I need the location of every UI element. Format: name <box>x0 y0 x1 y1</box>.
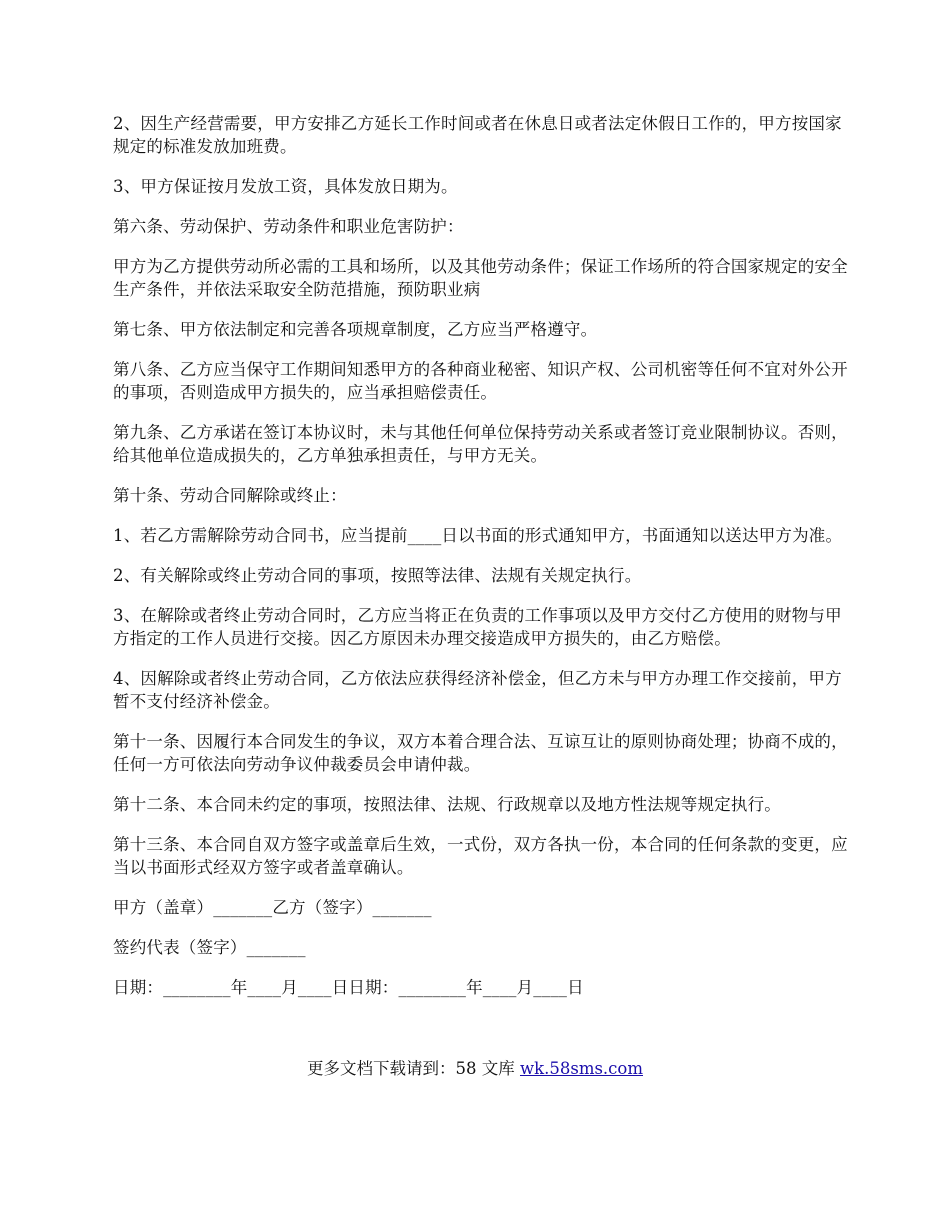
article-12: 第十二条、本合同未约定的事项，按照法律、法规、行政规章以及地方性法规等规定执行。 <box>113 795 781 814</box>
article-7: 第七条、甲方依法制定和完善各项规章制度，乙方应当严格遵守。 <box>113 320 598 339</box>
paragraph-overtime-pay: 2、因生产经营需要，甲方安排乙方延长工作时间或者在休息日或者法定休假日工作的，甲方按国家规定的标准发放加班费。 <box>113 114 842 156</box>
footer <box>0 1057 950 1080</box>
article-9: 第九条、乙方承诺在签订本协议时，未与其他任何单位保持劳动关系或者签订竞业限制协议。否则，给其他单位造成损失的，乙方单独承担责任，与甲方无关。 <box>113 423 848 465</box>
article-8: 第八条、乙方应当保守工作期间知悉甲方的各种商业秘密、知识产权、公司机密等任何不宜对外公开的事项，否则造成甲方损失的，应当承担赔偿责任。 <box>113 360 848 402</box>
footer-text: 更多文档下载请到：58 文库 <box>306 1059 520 1078</box>
paragraph-compensation: 4、因解除或者终止劳动合同，乙方依法应获得经济补偿金，但乙方未与甲方办理工作交接前，甲方暂不支付经济补偿金。 <box>113 669 842 711</box>
signature-line-representative: 签约代表（签字）_______ <box>113 938 306 957</box>
paragraph-labor-conditions: 甲方为乙方提供劳动所必需的工具和场所，以及其他劳动条件；保证工作场所的符合国家规定的安全生产条件，并依法采取安全防范措施，预防职业病 <box>113 257 848 299</box>
article-13: 第十三条、本合同自双方签字或盖章后生效，一式份，双方各执一份，本合同的任何条款的变更，应当以书面形式经双方签字或者盖章确认。 <box>113 835 848 877</box>
date-line: 日期：________年____月____日日期：________年____月____日 <box>113 978 584 997</box>
article-10-heading: 第十条、劳动合同解除或终止： <box>113 486 347 505</box>
paragraph-termination-notice: 1、若乙方需解除劳动合同书，应当提前____日以书面的形式通知甲方，书面通知以送达甲方为准。 <box>113 526 843 545</box>
document-body <box>113 112 858 1016</box>
paragraph-handover: 3、在解除或者终止劳动合同时，乙方应当将正在负责的工作事项以及甲方交付乙方使用的财物与甲方指定的工作人员进行交接。因乙方原因未办理交接造成甲方损失的，由乙方赔偿。 <box>113 606 842 648</box>
signature-line-parties: 甲方（盖章）_______乙方（签字）_______ <box>113 898 432 917</box>
paragraph-termination-law: 2、有关解除或终止劳动合同的事项，按照等法律、法规有关规定执行。 <box>113 566 642 585</box>
article-6-heading: 第六条、劳动保护、劳动条件和职业危害防护： <box>113 217 464 236</box>
paragraph-salary-date: 3、甲方保证按月发放工资，具体发放日期为。 <box>113 177 458 196</box>
article-11: 第十一条、因履行本合同发生的争议，双方本着合理合法、互谅互让的原则协商处理；协商不成的，任何一方可依法向劳动争议仲裁委员会申请仲裁。 <box>113 732 848 774</box>
footer-link[interactable]: wk.58sms.com <box>519 1059 643 1078</box>
